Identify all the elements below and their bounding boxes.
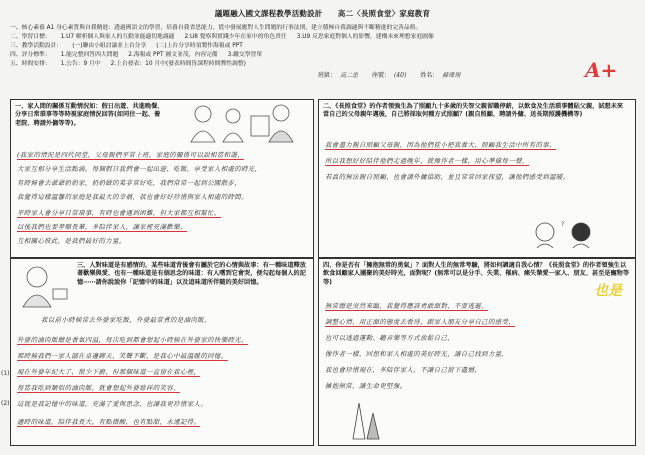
candle-doodle: [343, 397, 383, 441]
svg-text:?: ?: [561, 221, 565, 228]
answer-1-line-4: 我覺得這樣溫馨的家庭是我最大的幸福，我也會好好珍惜與家人相處的時間。: [17, 193, 248, 201]
answer-4-line-5: 我也會珍惜現在，多陪伴家人，不讓自己留下遺憾，: [325, 366, 482, 374]
answer-1-line-6: 以後我們也要孝順長輩，多陪伴家人，讓家裡充滿歡樂，: [17, 223, 187, 231]
question-3-prompt: 三、人對味道是有感情的，某些味道背後會有屬於它的心情與故事：有一種味道釋放著歡樂與愛、也有一種味道是有個思念的味道：有人嚐到它會哭，便勾起每個人的記憶⋯⋯請你說說你「記憶中的味道」以及追味道所伴隨的美好回憶。: [77, 262, 306, 286]
question-2-prompt: 二、《長照食堂》的作者領強生為了照顧九十多歲的失智父親留職停薪，以飲食及生活瑣事體貼父親，試想未來當自己的父母親年邁後，自己將採取何種方式照顧？(親自照顧、聘請外傭、送長期照護機構等): [323, 103, 624, 119]
worksheet-title: 議題融入國文課程教學活動設計 高二〈長照食堂〉家庭教育: [214, 9, 431, 18]
answer-3-line-7: 適時的味道，陪伴我長大，有點微酸，也有點甜，永遠記得。: [17, 418, 201, 426]
grade-mark: A+: [585, 58, 618, 82]
answer-3-line-3: 那時候我們一家人圍在桌邊聊天，笑聲不斷，是我心中最溫暖的回憶。: [17, 352, 228, 360]
learning-goals-line: 二、學習目標： 1.U7 解析個人與家人的互動並能適切地調適 2.U8 覺察與實踐少年在家中的角色責任 3.U9 反思家庭對個人的影響，建構未來理想家庭圖像: [10, 34, 434, 40]
margin-mark-1: (1): [1, 370, 10, 377]
question-3-box: [10, 258, 314, 446]
activity-design-line: 三、教學活動設計： (一)聯由小組討論並上台分享 (二)上台分享時須製作海報或 PPT: [10, 43, 243, 49]
core-literacy-line: 一、核心素養 A1 身心素質與自我精進：透過國語文的學習，培養自我省思能力，從中發展應對人生問題的行事法則，建立積極自我調適與不斷精進的完善品格。: [10, 25, 422, 31]
question-4-box: [318, 258, 636, 446]
answer-1-line-1: (我家的情況是四代同堂，父母親們平常上班。家庭的關係可以說相當和諧，: [17, 151, 244, 159]
question-2-box: [318, 99, 636, 258]
answer-3-line-6: 這就是我記憶中的味道，充滿了愛與思念，也讓我更珍惜家人。: [17, 400, 208, 408]
question-1-box: [10, 99, 314, 258]
answer-1-line-2: 大家互相分享生活點滴。每個假日我們會一起出遊、吃飯，享受家人相處的時光，: [17, 165, 262, 173]
answer-2-line-1: 我會盡力親自照顧父母親，因為他們從小把我養大，照顧我生活中所有的事，: [325, 141, 556, 149]
answer-3-line-2: 外婆的滷肉飯總是香氣四溢，每次吃到都會想起小時候在外婆家的快樂時光，: [17, 336, 248, 344]
answer-2-line-3: 若真的無法親自照顧，也會請外傭協助，並且常常回家探望，讓他們感受到溫暖。: [325, 173, 570, 181]
question-1-prompt: 一、家人間的關係互動情況如：假日出遊、共進晚餐、分享日常瑣事等等時視家庭情況回答(如同住一起、養老院、聘請外傭等等)。: [15, 103, 164, 127]
answer-3-line-5: 每當我吃到類似的滷肉飯，就會想起外婆慈祥的笑容，: [17, 384, 180, 392]
grading-criteria-line: 四、評分標準： 1.能完整回答四大問題 2.海報或 PPT 圖文並茂，內容完備 3.繳交學習單: [10, 52, 263, 58]
answer-4-line-4: 像作者一樣，回想和家人相處的美好時光，讓自己找到力量，: [325, 350, 509, 358]
answer-4-line-1: 無常總是突然來臨，我覺得應該勇敢面對，不要逃避，: [325, 302, 488, 310]
family-illustration: [173, 102, 308, 144]
answer-1-line-5: 平時家人會分享日常瑣事，有時也會遇到困難，但大家都互相幫忙，: [17, 209, 221, 217]
name-value: 蘇瑋翔: [442, 72, 461, 79]
seat-value: (40): [393, 72, 407, 79]
grandma-illustration: [15, 263, 73, 309]
answer-2-line-2: 所以我想好好陪伴他們走過晚年，就像作者一樣，用心準備每一餐，: [325, 157, 529, 165]
margin-mark-2: (2): [1, 400, 10, 407]
answer-3-line-4: 現在外婆年紀大了，很少下廚，但那個味道一直留在我心裡，: [17, 368, 201, 376]
doodle-figures: [531, 218, 601, 254]
answer-3-line-1: 我以前小時候常去外婆家吃飯，外婆最常煮的是滷肉飯，: [41, 316, 211, 324]
class-value: 高二忠: [340, 72, 359, 79]
schedule-line: 五、時間安排： 1.公告：9 月中 2.上台發表：10 月中(發表時間皆課程時間彈性調整): [10, 61, 246, 67]
highlight-note: 也是: [594, 283, 622, 299]
student-info: 班級： 高二忠 座號： (40) 姓名： 蘇瑋翔: [318, 72, 461, 79]
answer-4-line-2: 調整心情，用正面的態度去看待，跟家人朋友分享自己的感受，: [325, 318, 516, 326]
answer-4-line-6: 擁抱無常，讓生命更堅強。: [325, 382, 407, 390]
question-4-prompt: 四、你是否有「擁抱無常的勇氣」？面對人生的無常考驗，將如何調適自我心情？《長照食堂》的作者領強生以飲食回顧家人團聚的美好時光，面對呢？(無常可以是分手、失業、罹病、痛失摯愛一家人、朋友、甚至是寵物等等): [323, 262, 630, 286]
answer-4-line-3: 也可以透過運動、聽音樂等方式放鬆自己，: [325, 334, 455, 342]
answer-1-line-7: 互相關心彼此，是我們最好的力量。: [17, 237, 126, 245]
answer-1-line-3: 有時候會去爺爺奶奶家，奶奶做的菜非常好吃，我們常常一起到公園散步，: [17, 179, 242, 187]
